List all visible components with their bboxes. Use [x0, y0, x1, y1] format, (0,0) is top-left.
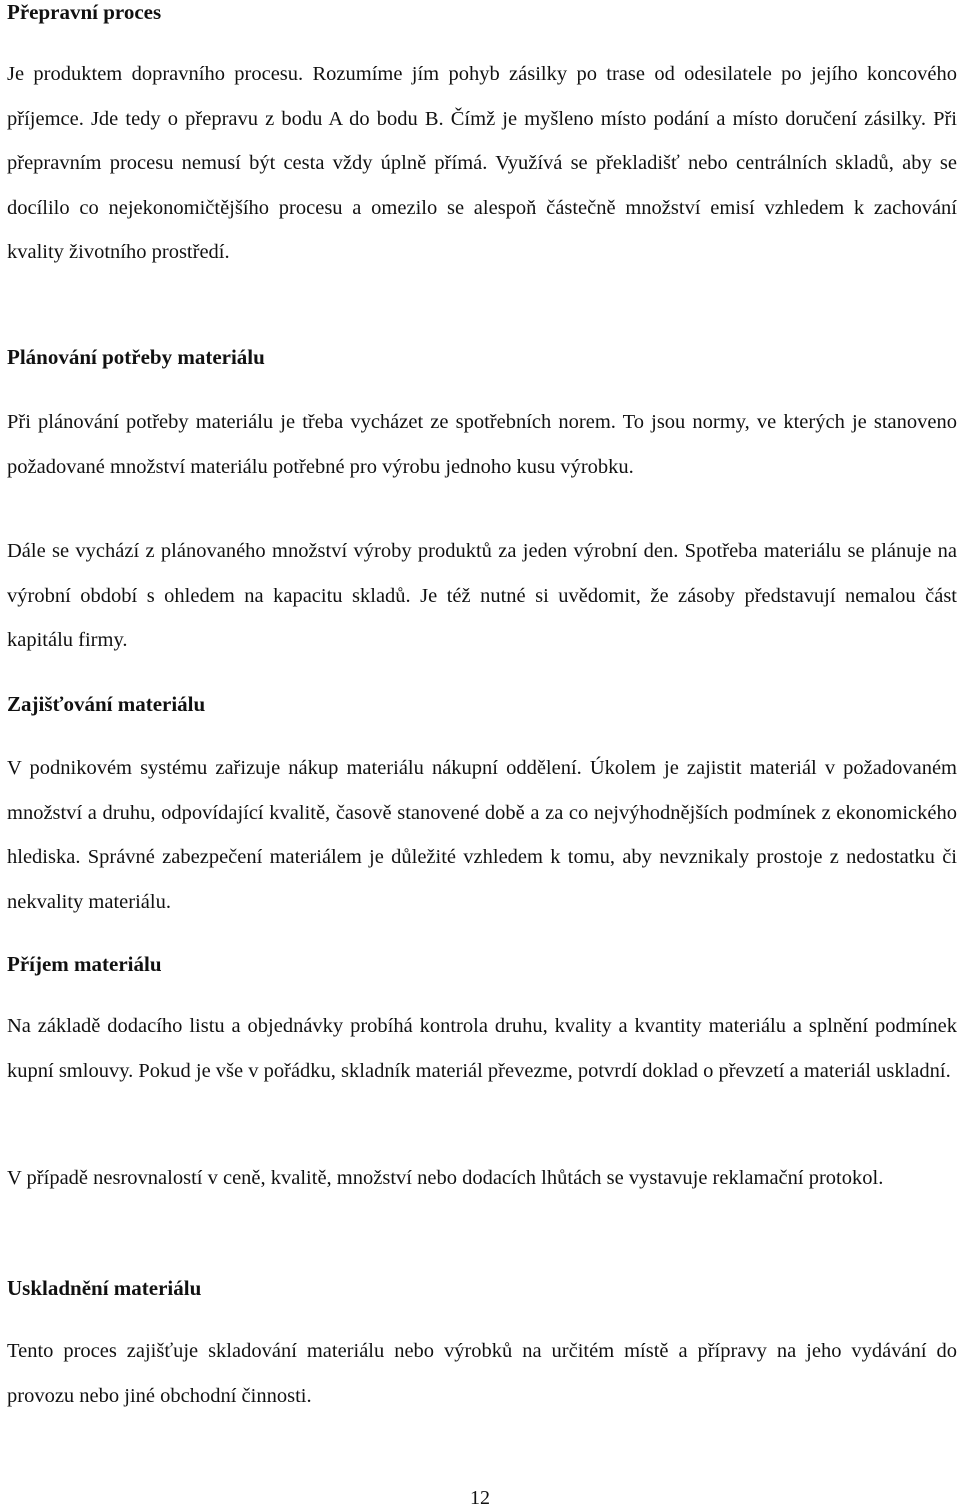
- section-heading-prijem-materialu: Příjem materiálu: [7, 952, 162, 976]
- section-paragraph: Dále se vychází z plánovaného množství výroby produktů za jeden výrobní den. Spotřeba materiálu se plánuje na výrobní období s ohledem na kapacitu skladů. Je též nutné si uvědomit, že zásoby představují nemalou část kapitálu firmy.: [7, 540, 957, 651]
- section-paragraph: Na základě dodacího listu a objednávky probíhá kontrola druhu, kvality a kvantity materiálu a splnění podmínek kupní smlouvy. Pokud je vše v pořádku, skladník materiál převezme, potvrdí doklad o převzetí a materiál uskladní.: [7, 1015, 957, 1082]
- section-heading-zajistovani-materialu: Zajišťování materiálu: [7, 692, 206, 716]
- section-paragraph: Tento proces zajišťuje skladování materiálu nebo výrobků na určitém místě a přípravy na jeho vydávání do provozu nebo jiné obchodní činnosti.: [7, 1340, 957, 1407]
- section-paragraph: V podnikovém systému zařizuje nákup materiálu nákupní oddělení. Úkolem je zajistit materiál v požadovaném množství a druhu, odpovídající kvalitě, časově stanovené době a za co nejvýhodnějších podmínek z ekonomického hlediska. Správné zabezpečení materiálem je důležité vzhledem k tomu, aby nevznikaly prostoje z nedostatku či nekvality materiálu.: [7, 757, 957, 913]
- section-heading-prepravni-proces: Přepravní proces: [7, 0, 162, 24]
- section-heading-planovani-potreby: Plánování potřeby materiálu: [7, 345, 265, 369]
- section-heading-uskladneni-materialu: Uskladnění materiálu: [7, 1276, 202, 1300]
- page-number: 12: [470, 1487, 490, 1509]
- section-paragraph: V případě nesrovnalostí v ceně, kvalitě, množství nebo dodacích lhůtách se vystavuje reklamační protokol.: [7, 1167, 884, 1189]
- section-paragraph: Při plánování potřeby materiálu je třeba vycházet ze spotřebních norem. To jsou normy, ve kterých je stanoveno požadované množství materiálu potřebné pro výrobu jednoho kusu výrobku.: [7, 411, 957, 478]
- section-paragraph: Je produktem dopravního procesu. Rozumíme jím pohyb zásilky po trase od odesilatele po jejího koncového příjemce. Jde tedy o přepravu z bodu A do bodu B. Čímž je myšleno místo podání a místo doručení zásilky. Při přepravním procesu nemusí být cesta vždy úplně přímá. Využívá se překladišť nebo centrálních skladů, aby se docílilo co nejekonomičtějšího procesu a omezilo se alespoň částečně množství emisí vzhledem k zachování kvality životního prostředí.: [7, 63, 957, 263]
